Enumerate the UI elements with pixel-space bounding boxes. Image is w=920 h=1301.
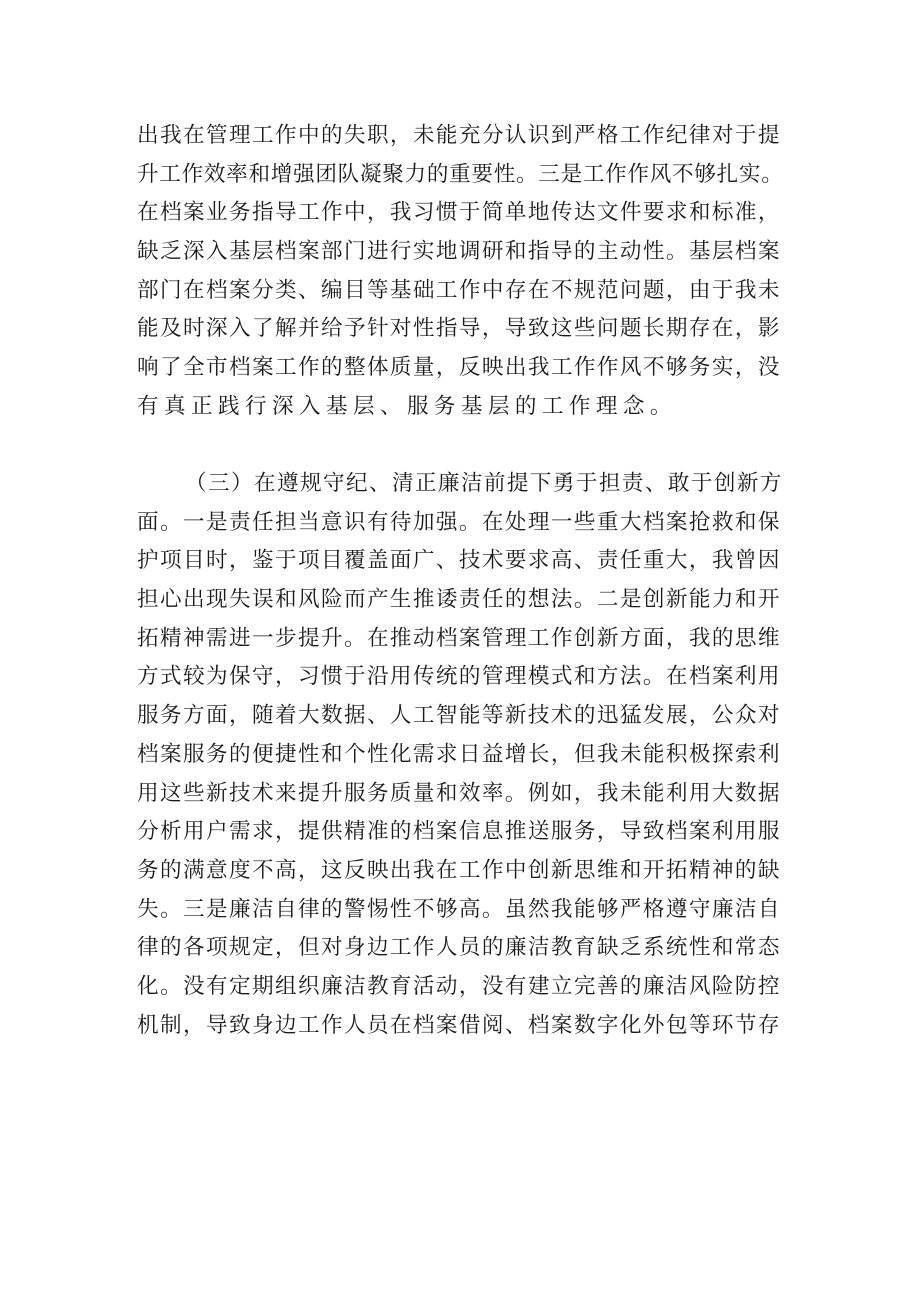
text-line: 响了全市档案工作的整体质量，反映出我工作作风不够务实，没 (137, 355, 781, 381)
text-line: 在档案业务指导工作中，我习惯于简单地传达文件要求和标准， (137, 200, 781, 226)
section-heading-line: （三）在遵规守纪、清正廉洁前提下勇于担责、敢于创新方 (185, 471, 783, 496)
text-line: 用这些新技术来提升服务质量和效率。例如，我未能利用大数据 (137, 780, 781, 806)
text-line: 方式较为保守，习惯于沿用传统的管理模式和方法。在档案利用 (137, 664, 781, 690)
paragraph-responsibility-innovation (137, 465, 785, 1045)
text-line: 档案服务的便捷性和个性化需求日益增长，但我未能积极探索利 (137, 741, 781, 767)
text-line: 有真正践行深入基层、服务基层的工作理念。 (137, 393, 677, 419)
text-line: 担心出现失误和风险而产生推诿责任的想法。二是创新能力和开 (137, 587, 781, 613)
text-line: 缺乏深入基层档案部门进行实地调研和指导的主动性。基层档案 (137, 239, 781, 265)
text-line: 务的满意度不高，这反映出我在工作中创新思维和开拓精神的缺 (137, 857, 781, 883)
text-line: 拓精神需进一步提升。在推动档案管理工作创新方面，我的思维 (137, 625, 781, 651)
text-line: 机制，导致身边工作人员在档案借阅、档案数字化外包等环节存 (137, 1012, 781, 1038)
text-line: 失。三是廉洁自律的警惕性不够高。虽然我能够严格遵守廉洁自 (137, 896, 781, 922)
text-line: 部门在档案分类、编目等基础工作中存在不规范问题，由于我未 (137, 277, 781, 303)
text-line: 升工作效率和增强团队凝聚力的重要性。三是工作作风不够扎实。 (137, 161, 784, 187)
text-line: 能及时深入了解并给予针对性指导，导致这些问题长期存在，影 (137, 316, 781, 342)
text-line: 出我在管理工作中的失职，未能充分认识到严格工作纪律对于提 (137, 123, 781, 148)
text-line: 化。没有定期组织廉洁教育活动，没有建立完善的廉洁风险防控 (137, 973, 781, 999)
text-line: 分析用户需求，提供精准的档案信息推送服务，导致档案利用服 (137, 819, 781, 845)
text-line: 面。一是责任担当意识有待加强。在处理一些重大档案抢救和保 (137, 509, 781, 535)
text-line: 服务方面，随着大数据、人工智能等新技术的迅猛发展，公众对 (137, 703, 781, 729)
paragraph-work-style (137, 117, 785, 427)
text-line: 律的各项规定，但对身边工作人员的廉洁教育缺乏系统性和常态 (137, 935, 781, 961)
text-line: 护项目时，鉴于项目覆盖面广、技术要求高、责任重大，我曾因 (137, 548, 781, 574)
